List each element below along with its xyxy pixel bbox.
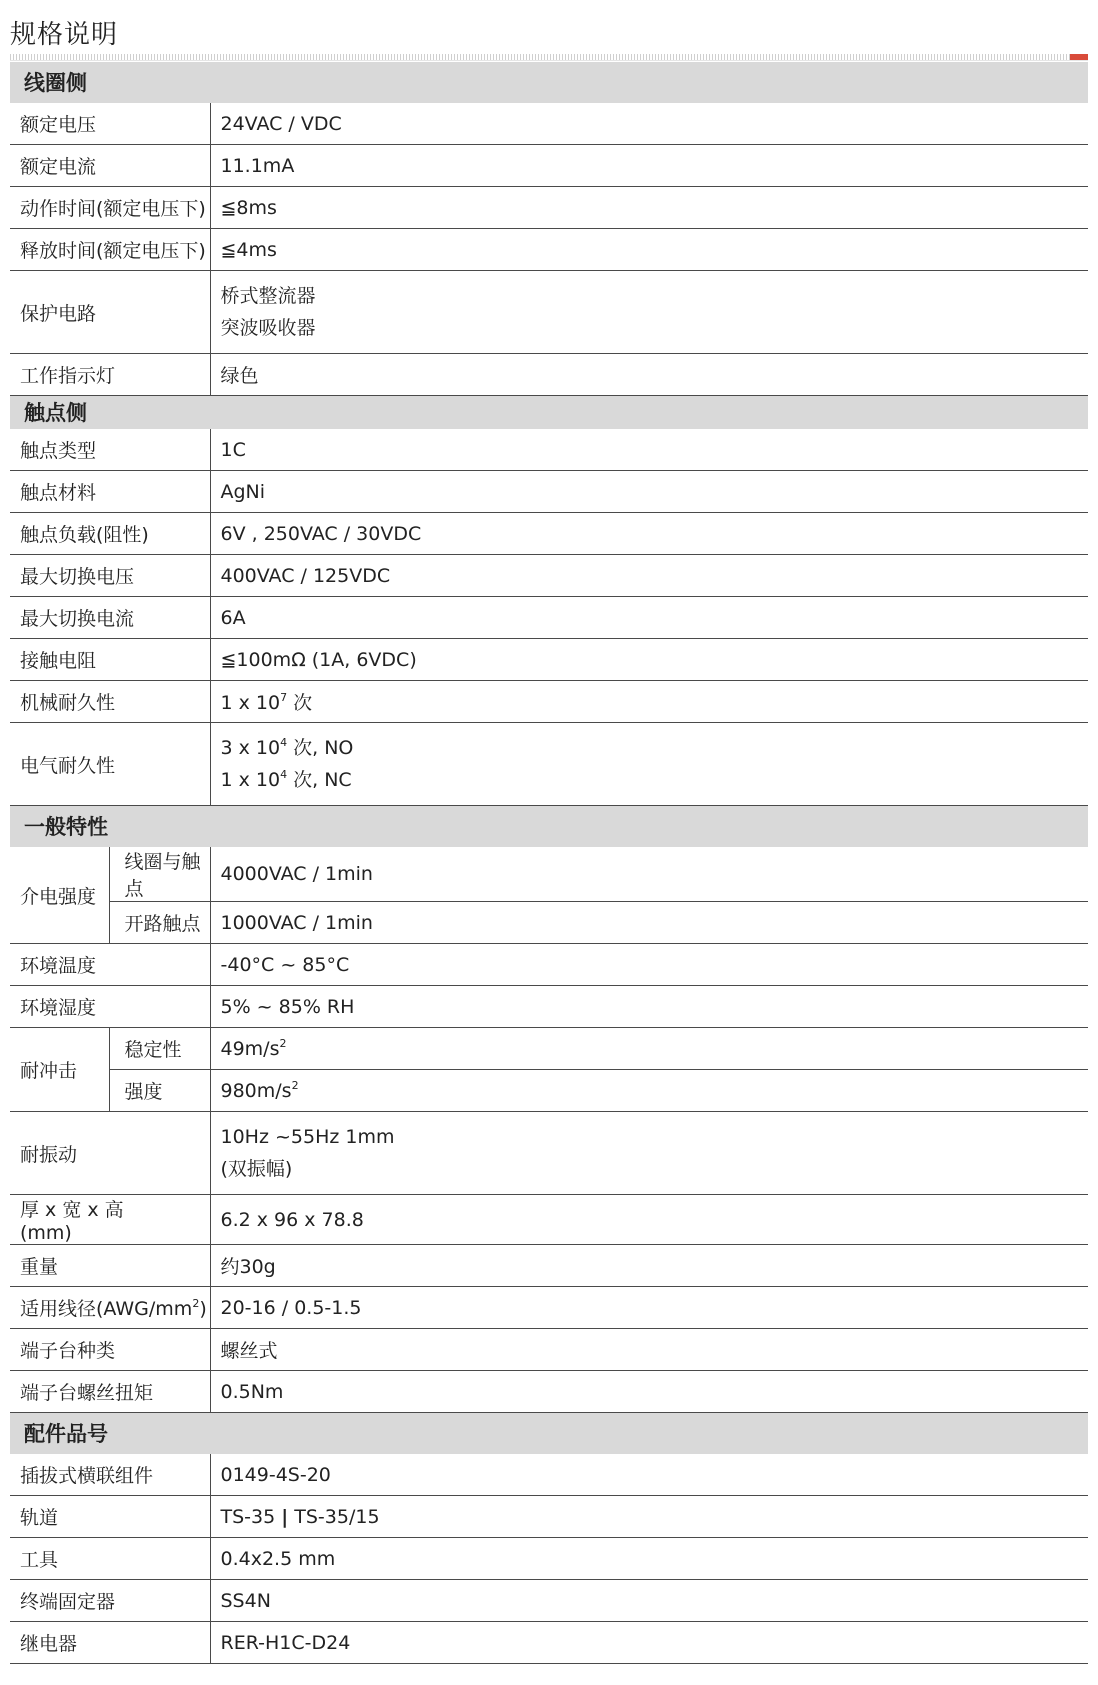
spec-value: AgNi [210, 471, 1088, 513]
table-row [10, 1028, 1088, 1070]
section-title: 一般特性 [10, 806, 1088, 847]
value-exponent: 7 [280, 691, 288, 704]
table-row [10, 229, 1088, 271]
table-row [10, 429, 1088, 471]
spec-label: 电气耐久性 [10, 723, 210, 806]
spec-value: ≦100mΩ (1A, 6VDC) [210, 639, 1088, 681]
value-base: 980m/s [220, 1079, 292, 1102]
value-exponent: 2 [291, 1078, 299, 1092]
spec-label: 工具 [10, 1538, 210, 1580]
spec-label: 额定电流 [10, 145, 210, 187]
spec-label: 耐冲击 [10, 1028, 109, 1112]
table-row [10, 1538, 1088, 1580]
spec-value [210, 1112, 1088, 1195]
table-row [10, 681, 1088, 723]
table-row [10, 723, 1088, 806]
spec-label: 介电强度 [10, 847, 109, 944]
table-row [10, 471, 1088, 513]
spec-label: 端子台螺丝扭矩 [10, 1371, 210, 1413]
spec-label: 触点类型 [10, 429, 210, 471]
page-title: 规格说明 [10, 20, 119, 50]
spec-value [210, 1496, 1088, 1538]
label-unit: (mm) [20, 1222, 72, 1244]
table-row [10, 1329, 1088, 1371]
spec-sublabel: 稳定性 [109, 1028, 210, 1070]
spec-value [210, 271, 1088, 354]
value-line: 突波吸收器 [220, 317, 316, 339]
spec-label: 额定电压 [10, 103, 210, 145]
label-exponent: 2 [192, 1297, 200, 1310]
spec-value: 螺丝式 [210, 1329, 1088, 1371]
spec-value: 1C [210, 429, 1088, 471]
spec-label: 接触电阻 [10, 639, 210, 681]
table-row [10, 1454, 1088, 1496]
spec-value: -40°C ~ 85°C [210, 944, 1088, 986]
spec-value: 11.1mA [210, 145, 1088, 187]
label-end: ) [199, 1298, 207, 1320]
value-part: TS-35 [220, 1505, 276, 1528]
spec-value [210, 1028, 1088, 1070]
spec-label [10, 1195, 210, 1245]
value-exponent: 2 [279, 1036, 287, 1050]
table-row [10, 145, 1088, 187]
value-base: 1 x 10 [220, 692, 281, 714]
spec-table [10, 62, 1088, 1664]
table-row [10, 1371, 1088, 1413]
spec-label: 机械耐久性 [10, 681, 210, 723]
value-line [221, 732, 1089, 764]
spec-label: 环境湿度 [10, 986, 210, 1028]
section-title: 线圈侧 [10, 62, 1088, 103]
value-line: (双振幅) [220, 1158, 293, 1180]
table-row [10, 1496, 1088, 1538]
spec-label: 轨道 [10, 1496, 210, 1538]
spec-value: SS4N [210, 1580, 1088, 1622]
section-title: 触点侧 [10, 396, 1088, 429]
spec-value: 绿色 [210, 354, 1088, 396]
table-row [10, 187, 1088, 229]
value-base: 3 x 10 [220, 737, 281, 759]
table-row [10, 555, 1088, 597]
spec-sublabel: 开路触点 [109, 902, 210, 944]
value-line [221, 764, 1089, 796]
spec-label: 最大切换电压 [10, 555, 210, 597]
spec-label: 插拔式横联组件 [10, 1454, 210, 1496]
spec-label: 环境温度 [10, 944, 210, 986]
label-text: 适用线径(AWG/mm [20, 1298, 193, 1320]
spec-value [210, 723, 1088, 806]
table-row [10, 1622, 1088, 1664]
table-row [10, 597, 1088, 639]
spec-value: 20-16 / 0.5-1.5 [210, 1287, 1088, 1329]
value-exponent: 4 [280, 736, 288, 749]
value-line: 桥式整流器 [220, 285, 316, 307]
spec-label [10, 1287, 210, 1329]
value-base: 49m/s [220, 1037, 280, 1060]
table-row [10, 1070, 1088, 1112]
spec-label: 最大切换电流 [10, 597, 210, 639]
spec-value: 4000VAC / 1min [210, 847, 1088, 902]
spec-value: 1000VAC / 1min [210, 902, 1088, 944]
table-row [10, 944, 1088, 986]
value-base: 1 x 10 [220, 769, 281, 791]
value-suffix: 次 [287, 692, 313, 714]
spec-label: 工作指示灯 [10, 354, 210, 396]
spec-label: 触点材料 [10, 471, 210, 513]
spec-value: 约30g [210, 1245, 1088, 1287]
table-row [10, 103, 1088, 145]
table-row [10, 271, 1088, 354]
spec-label: 耐振动 [10, 1112, 210, 1195]
spec-label: 释放时间(额定电压下) [10, 229, 210, 271]
table-row [10, 1245, 1088, 1287]
spec-value: 24VAC / VDC [210, 103, 1088, 145]
table-row [10, 902, 1088, 944]
spec-value [210, 681, 1088, 723]
spec-label: 端子台种类 [10, 1329, 210, 1371]
spec-value: 0.4x2.5 mm [210, 1538, 1088, 1580]
table-row [10, 513, 1088, 555]
spec-value: ≦4ms [210, 229, 1088, 271]
section-header-general [10, 806, 1088, 847]
spec-value: 0149-4S-20 [210, 1454, 1088, 1496]
spec-value: ≦8ms [210, 187, 1088, 229]
spec-value: 5% ~ 85% RH [210, 986, 1088, 1028]
spec-label: 触点负载(阻性) [10, 513, 210, 555]
spec-label: 终端固定器 [10, 1580, 210, 1622]
title-divider [10, 54, 1088, 61]
spec-label: 继电器 [10, 1622, 210, 1664]
value-line: 10Hz ~55Hz 1mm [220, 1126, 395, 1148]
spec-value [210, 1070, 1088, 1112]
section-header-contact [10, 396, 1088, 429]
table-row [10, 1580, 1088, 1622]
table-row [10, 986, 1088, 1028]
spec-value: 6A [210, 597, 1088, 639]
spec-label: 重量 [10, 1245, 210, 1287]
spec-value: 6V , 250VAC / 30VDC [210, 513, 1088, 555]
spec-sublabel: 线圈与触点 [109, 847, 210, 902]
value-exponent: 4 [280, 768, 288, 781]
table-row [10, 1287, 1088, 1329]
label-text: 厚 x 宽 x 高 [20, 1199, 124, 1221]
spec-value: 400VAC / 125VDC [210, 555, 1088, 597]
table-row [10, 847, 1088, 902]
section-header-accessories [10, 1413, 1088, 1454]
table-row [10, 354, 1088, 396]
spec-label: 动作时间(额定电压下) [10, 187, 210, 229]
value-suffix: 次, NO [287, 737, 354, 759]
spec-value: RER-H1C-D24 [210, 1622, 1088, 1664]
spec-value: 6.2 x 96 x 78.8 [210, 1195, 1088, 1245]
spec-value: 0.5Nm [210, 1371, 1088, 1413]
value-suffix: 次, NC [287, 769, 352, 791]
spec-sublabel: 强度 [109, 1070, 210, 1112]
value-separator: | [281, 1505, 289, 1528]
table-row [10, 1112, 1088, 1195]
table-row [10, 1195, 1088, 1245]
spec-label: 保护电路 [10, 271, 210, 354]
table-row [10, 639, 1088, 681]
value-part: TS-35/15 [294, 1505, 380, 1528]
section-title: 配件品号 [10, 1413, 1088, 1454]
section-header-coil [10, 62, 1088, 103]
